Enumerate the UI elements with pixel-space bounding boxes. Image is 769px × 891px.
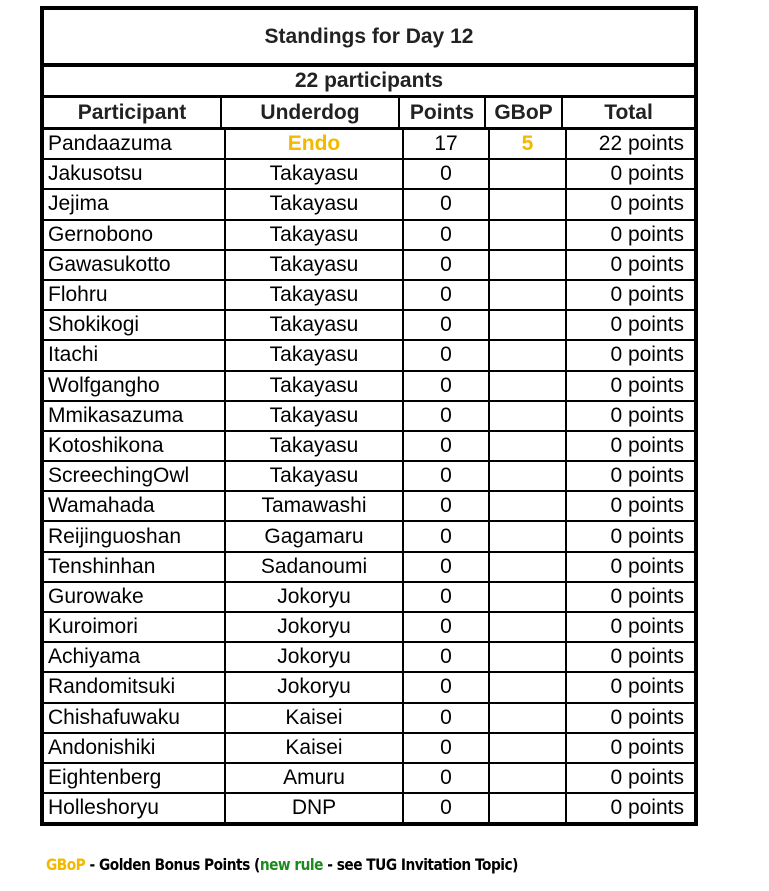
table-row — [44, 492, 694, 522]
cell-participant: Shokikogi — [44, 311, 226, 339]
cell-total: 0 points — [610, 524, 684, 548]
table-row — [44, 522, 694, 552]
cell-total: 0 points — [610, 615, 684, 639]
footer-text-1: - Golden Bonus Points ( — [85, 855, 260, 874]
cell-gbop — [490, 553, 567, 581]
cell-participant: Gurowake — [44, 583, 226, 611]
cell-total: 0 points — [610, 313, 684, 337]
cell-total: 0 points — [610, 494, 684, 518]
cell-points: 17 — [404, 130, 490, 158]
cell-points: 0 — [404, 734, 490, 762]
cell-total: 0 points — [610, 766, 684, 790]
table-row — [44, 643, 694, 673]
cell-gbop — [490, 492, 567, 520]
cell-underdog: Jokoryu — [226, 643, 404, 671]
cell-points: 0 — [404, 764, 490, 792]
cell-points: 0 — [404, 794, 490, 822]
cell-underdog: Takayasu — [226, 372, 404, 400]
cell-total: 0 points — [610, 433, 684, 457]
cell-total: 0 points — [610, 645, 684, 669]
cell-gbop — [490, 372, 567, 400]
table-row — [44, 190, 694, 220]
table-row — [44, 553, 694, 583]
cell-gbop — [490, 613, 567, 641]
cell-points: 0 — [404, 341, 490, 369]
cell-points: 0 — [404, 583, 490, 611]
cell-gbop — [490, 251, 567, 279]
cell-points: 0 — [404, 281, 490, 309]
header-gbop: GBoP — [486, 98, 563, 127]
cell-total: 0 points — [610, 554, 684, 578]
table-row — [44, 372, 694, 402]
cell-points: 0 — [404, 432, 490, 460]
cell-participant: Wolfgangho — [44, 372, 226, 400]
table-title: Standings for Day 12 — [44, 10, 694, 67]
cell-points: 0 — [404, 613, 490, 641]
cell-participant: Gawasukotto — [44, 251, 226, 279]
cell-underdog: Jokoryu — [226, 673, 404, 701]
cell-points: 0 — [404, 522, 490, 550]
cell-participant: Mmikasazuma — [44, 402, 226, 430]
table-row — [44, 704, 694, 734]
cell-points: 0 — [404, 643, 490, 671]
header-total: Total — [604, 100, 653, 124]
participant-count: 22 participants — [44, 67, 694, 98]
cell-underdog: Takayasu — [226, 311, 404, 339]
cell-total: 0 points — [610, 252, 684, 276]
cell-underdog: DNP — [226, 794, 404, 822]
cell-gbop — [490, 462, 567, 490]
footer-new-rule: new rule — [259, 855, 323, 874]
cell-total: 0 points — [610, 796, 684, 820]
header-underdog: Underdog — [222, 98, 400, 127]
cell-total: 0 points — [610, 584, 684, 608]
table-row — [44, 794, 694, 822]
cell-participant: Kotoshikona — [44, 432, 226, 460]
cell-points: 0 — [404, 190, 490, 218]
cell-points: 0 — [404, 704, 490, 732]
cell-total: 0 points — [610, 464, 684, 488]
cell-participant: Jejima — [44, 190, 226, 218]
cell-gbop — [490, 221, 567, 249]
cell-total: 0 points — [610, 403, 684, 427]
cell-gbop — [490, 764, 567, 792]
header-participant: Participant — [44, 98, 222, 127]
table-row — [44, 251, 694, 281]
cell-gbop — [490, 311, 567, 339]
cell-points: 0 — [404, 311, 490, 339]
cell-total: 0 points — [610, 192, 684, 216]
cell-gbop — [490, 794, 567, 822]
cell-gbop — [490, 643, 567, 671]
footer-note — [46, 855, 518, 874]
cell-participant: Achiyama — [44, 643, 226, 671]
cell-points: 0 — [404, 160, 490, 188]
table-body — [44, 130, 694, 822]
table-row — [44, 673, 694, 703]
cell-underdog: Tamawashi — [226, 492, 404, 520]
cell-gbop — [490, 281, 567, 309]
cell-underdog: Takayasu — [226, 402, 404, 430]
cell-participant: Wamahada — [44, 492, 226, 520]
cell-gbop — [490, 432, 567, 460]
cell-points: 0 — [404, 492, 490, 520]
cell-underdog: Takayasu — [226, 281, 404, 309]
cell-underdog: Takayasu — [226, 190, 404, 218]
cell-points: 0 — [404, 462, 490, 490]
cell-gbop — [490, 734, 567, 762]
table-row — [44, 613, 694, 643]
cell-points: 0 — [404, 221, 490, 249]
cell-points: 0 — [404, 372, 490, 400]
cell-underdog: Gagamaru — [226, 522, 404, 550]
cell-gbop — [490, 673, 567, 701]
cell-participant: Gernobono — [44, 221, 226, 249]
header-row — [44, 98, 694, 130]
cell-participant: Itachi — [44, 341, 226, 369]
cell-points: 0 — [404, 673, 490, 701]
cell-participant: Tenshinhan — [44, 553, 226, 581]
table-row — [44, 341, 694, 371]
cell-underdog: Takayasu — [226, 432, 404, 460]
cell-total: 0 points — [610, 675, 684, 699]
cell-gbop: 5 — [490, 130, 567, 158]
cell-total: 0 points — [610, 373, 684, 397]
cell-total: 0 points — [610, 705, 684, 729]
standings-table — [40, 6, 698, 826]
cell-participant: Flohru — [44, 281, 226, 309]
cell-total: 0 points — [610, 222, 684, 246]
table-row — [44, 311, 694, 341]
footer-text-2: - see TUG Invitation Topic) — [322, 855, 518, 874]
cell-underdog: Takayasu — [226, 221, 404, 249]
table-row — [44, 130, 694, 160]
cell-points: 0 — [404, 402, 490, 430]
cell-gbop — [490, 522, 567, 550]
cell-participant: Chishafuwaku — [44, 704, 226, 732]
cell-underdog: Takayasu — [226, 341, 404, 369]
cell-underdog: Takayasu — [226, 462, 404, 490]
table-row — [44, 432, 694, 462]
cell-underdog: Jokoryu — [226, 583, 404, 611]
table-row — [44, 462, 694, 492]
footer-abbr: GBoP — [46, 855, 86, 874]
table-row — [44, 583, 694, 613]
cell-underdog: Takayasu — [226, 251, 404, 279]
cell-total: 22 points — [598, 132, 684, 156]
cell-participant: Holleshoryu — [44, 794, 226, 822]
table-row — [44, 764, 694, 794]
cell-total: 0 points — [610, 162, 684, 186]
cell-points: 0 — [404, 553, 490, 581]
cell-total: 0 points — [610, 343, 684, 367]
table-row — [44, 402, 694, 432]
cell-underdog: Endo — [226, 130, 404, 158]
cell-gbop — [490, 583, 567, 611]
cell-underdog: Takayasu — [226, 160, 404, 188]
cell-participant: Andonishiki — [44, 734, 226, 762]
cell-participant: Kuroimori — [44, 613, 226, 641]
cell-participant: Pandaazuma — [44, 130, 226, 158]
cell-gbop — [490, 190, 567, 218]
cell-underdog: Jokoryu — [226, 613, 404, 641]
cell-underdog: Sadanoumi — [226, 553, 404, 581]
table-row — [44, 281, 694, 311]
cell-participant: Jakusotsu — [44, 160, 226, 188]
cell-gbop — [490, 402, 567, 430]
table-row — [44, 734, 694, 764]
table-row — [44, 221, 694, 251]
cell-underdog: Kaisei — [226, 734, 404, 762]
table-row — [44, 160, 694, 190]
cell-participant: Eightenberg — [44, 764, 226, 792]
cell-total: 0 points — [610, 283, 684, 307]
cell-gbop — [490, 704, 567, 732]
cell-participant: Reijinguoshan — [44, 522, 226, 550]
cell-underdog: Kaisei — [226, 704, 404, 732]
header-points: Points — [400, 98, 486, 127]
cell-underdog: Amuru — [226, 764, 404, 792]
cell-total: 0 points — [610, 735, 684, 759]
cell-gbop — [490, 341, 567, 369]
cell-points: 0 — [404, 251, 490, 279]
cell-participant: Randomitsuki — [44, 673, 226, 701]
cell-gbop — [490, 160, 567, 188]
cell-participant: ScreechingOwl — [44, 462, 226, 490]
